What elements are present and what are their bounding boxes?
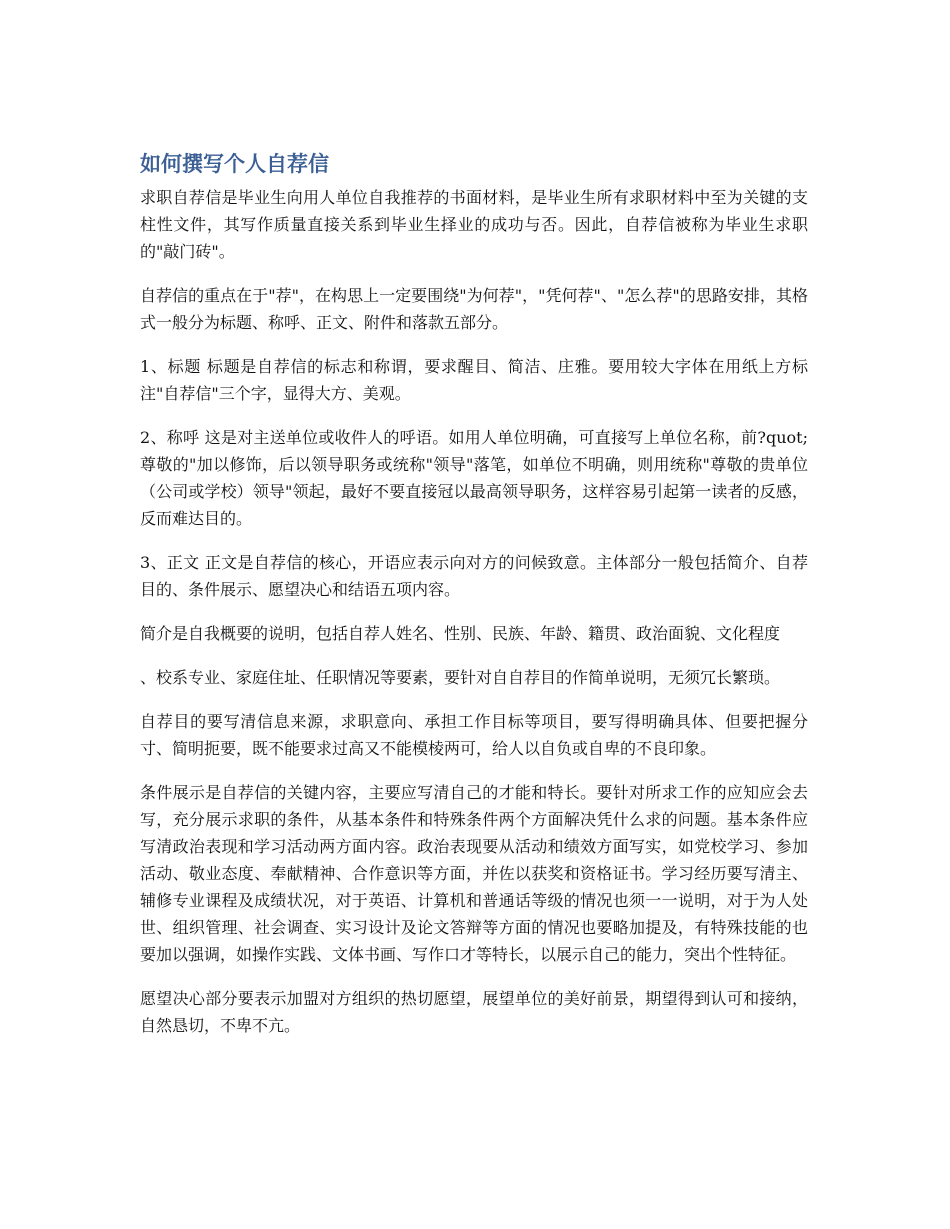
document-title: 如何撰写个人自荐信 [140,152,329,176]
paragraph-salutation-section: 2、称呼 这是对主送单位或收件人的呼语。如用人单位明确，可直接写上单位名称，前?quot;尊敬的"加以修饰，后以领导职务或统称"领导"落笔，如单位不明确，则用统称"尊敬的贵单位（公司或学校）领导"领起，最好不要直接冠以最高领导职务，这样容易引起第一读者的反感，反而难达目的。 [140,428,808,528]
paragraph-aspiration: 愿望决心部分要表示加盟对方组织的热切愿望，展望单位的美好前景，期望得到认可和接纳，自然恳切，不卑不亢。 [140,989,808,1035]
paragraph-qualifications: 条件展示是自荐信的关键内容，主要应写清自己的才能和特长。要针对所求工作的应知应会去写，充分展示求职的条件，从基本条件和特殊条件两个方面解决凭什么求的问题。基本条件应写清政治表现和学习活动两方面内容。政治表现要从活动和绩效方面写实，如党校学习、参加活动、敬业态度、奉献精神、合作意识等方面，并佐以获奖和资格证书。学习经历要写清主、辅修专业课程及成绩状况，对于英语、计算机和普通话等级的情况也须一一说明，对于为人处世、组织管理、社会调查、实习设计及论文答辩等方面的情况也要略加提及，有特殊技能的也要加以强调，如操作实践、文体书画、写作口才等特长，以展示自己的能力，突出个性特征。 [140,783,808,964]
paragraph-heading-section: 1、标题 标题是自荐信的标志和称谓，要求醒目、简洁、庄雅。要用较大字体在用纸上方标注"自荐信"三个字，显得大方、美观。 [140,357,808,403]
paragraph-introduction-part2: 、校系专业、家庭住址、任职情况等要素，要针对自自荐目的作简单说明，无须冗长繁琐。 [140,668,781,687]
paragraph-introduction-part1: 简介是自我概要的说明，包括自荐人姓名、性别、民族、年龄、籍贯、政治面貌、文化程度 [140,624,781,643]
paragraph-body-section: 3、正文 正文是自荐信的核心，开语应表示向对方的问候致意。主体部分一般包括简介、自荐目的、条件展示、愿望决心和结语五项内容。 [140,553,808,599]
paragraph-intro: 求职自荐信是毕业生向用人单位自我推荐的书面材料，是毕业生所有求职材料中至为关键的支柱性文件，其写作质量直接关系到毕业生择业的成功与否。因此，自荐信被称为毕业生求职的"敲门砖"。 [140,188,808,261]
document-page [140,148,808,1056]
paragraph-focus: 自荐信的重点在于"荐"，在构思上一定要围绕"为何荐"，"凭何荐"、"怎么荐"的思路安排，其格式一般分为标题、称呼、正文、附件和落款五部分。 [140,286,808,332]
paragraph-purpose: 自荐目的要写清信息来源，求职意向、承担工作目标等项目，要写得明确具体、但要把握分寸、简明扼要，既不能要求过高又不能模棱两可，给人以自负或自卑的不良印象。 [140,712,808,758]
